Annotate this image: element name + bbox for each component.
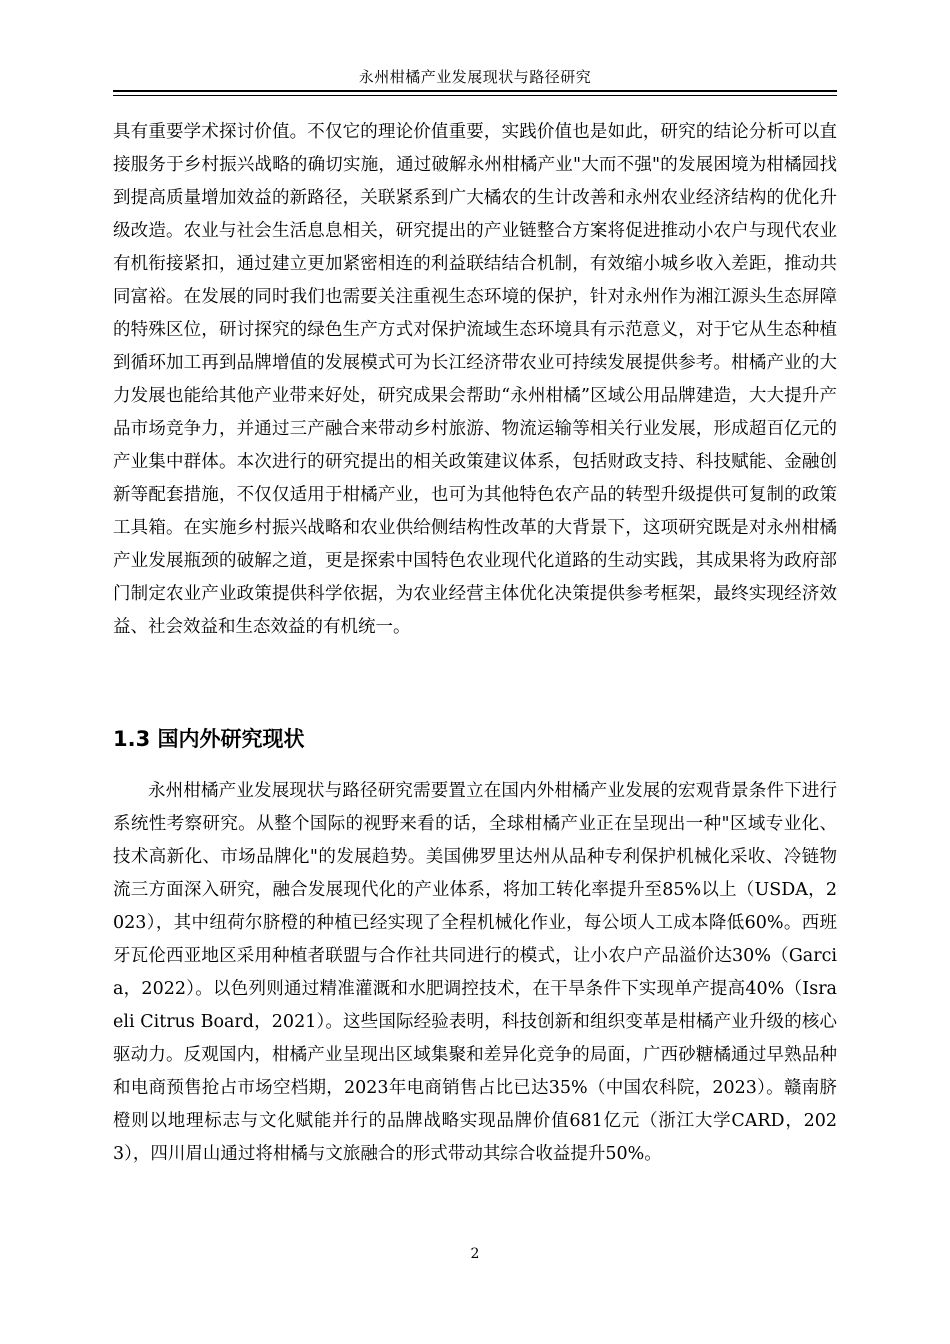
- body-paragraph-1: 具有重要学术探讨价值。不仅它的理论价值重要，实践价值也是如此，研究的结论分析可以直接服务于乡村振兴战略的确切实施，通过破解永州柑橘产业"大而不强"的发展困境为柑橘园找到提高质量增加效益的新路径，关联紧系到广大橘农的生计改善和永州农业经济结构的优化升级改造。农业与社会生活息息相关，研究提出的产业链整合方案将促进推动小农户与现代农业有机衔接紧扣，通过建立更加紧密相连的利益联结结合机制，有效缩小城乡收入差距，推动共同富裕。在发展的同时我们也需要关注重视生态环境的保护，针对永州作为湘江源头生态屏障的特殊区位，研讨探究的绿色生产方式对保护流域生态环境具有示范意义，对于它从生态种植到循环加工再到品牌增值的发展模式可为长江经济带农业可持续发展提供参考。柑橘产业的大力发展也能给其他产业带来好处，研究成果会帮助“永州柑橘”区域公用品牌建造，大大提升产品市场竞争力，并通过三产融合来带动乡村旅游、物流运输等相关行业发展，形成超百亿元的产业集中群体。本次进行的研究提出的相关政策建议体系，包括财政支持、科技赋能、金融创新等配套措施，不仅仅适用于柑橘产业，也可为其他特色农产品的转型升级提供可复制的政策工具箱。在实施乡村振兴战略和农业供给侧结构性改革的大背景下，这项研究既是对永州柑橘产业发展瓶颈的破解之道，更是探索中国特色农业现代化道路的生动实践，其成果将为政府部门制定农业产业政策提供科学依据，为农业经营主体优化决策提供参考框架，最终实现经济效益、社会效益和生态效益的有机统一。: [113, 122, 837, 637]
- section-heading: 1.3 国内外研究现状: [113, 727, 305, 751]
- page-number: 2: [470, 1246, 480, 1262]
- header-rule-thin: [113, 95, 837, 96]
- body-paragraph-2: 永州柑橘产业发展现状与路径研究需要置立在国内外柑橘产业发展的宏观背景条件下进行系统性考察研究。从整个国际的视野来看的话，全球柑橘产业正在呈现出一种"区域专业化、技术高新化、市场品牌化"的发展趋势。美国佛罗里达州从品种专利保护机械化采收、冷链物流三方面深入研究，融合发展现代化的产业体系，将加工转化率提升至85%以上（USDA，2023），其中纽荷尔脐橙的种植已经实现了全程机械化作业，每公顷人工成本降低60%。西班牙瓦伦西亚地区采用种植者联盟与合作社共同进行的模式，让小农户产品溢价达30%（Garcia，2022）。以色列则通过精准灌溉和水肥调控技术，在干旱条件下实现单产提高40%（Israeli Citrus Board，2021）。这些国际经验表明，科技创新和组织变革是柑橘产业升级的核心驱动力。反观国内，柑橘产业呈现出区域集聚和差异化竞争的局面，广西砂糖橘通过早熟品种和电商预售抢占市场空档期，2023年电商销售占比已达35%（中国农科院，2023）。赣南脐橙则以地理标志与文化赋能并行的品牌战略实现品牌价值681亿元（浙江大学CARD，2023），四川眉山通过将柑橘与文旅融合的形式带动其综合收益提升50%。: [113, 781, 837, 1164]
- running-header: 永州柑橘产业发展现状与路径研究: [358, 68, 592, 86]
- header-rule-thick: [113, 90, 837, 92]
